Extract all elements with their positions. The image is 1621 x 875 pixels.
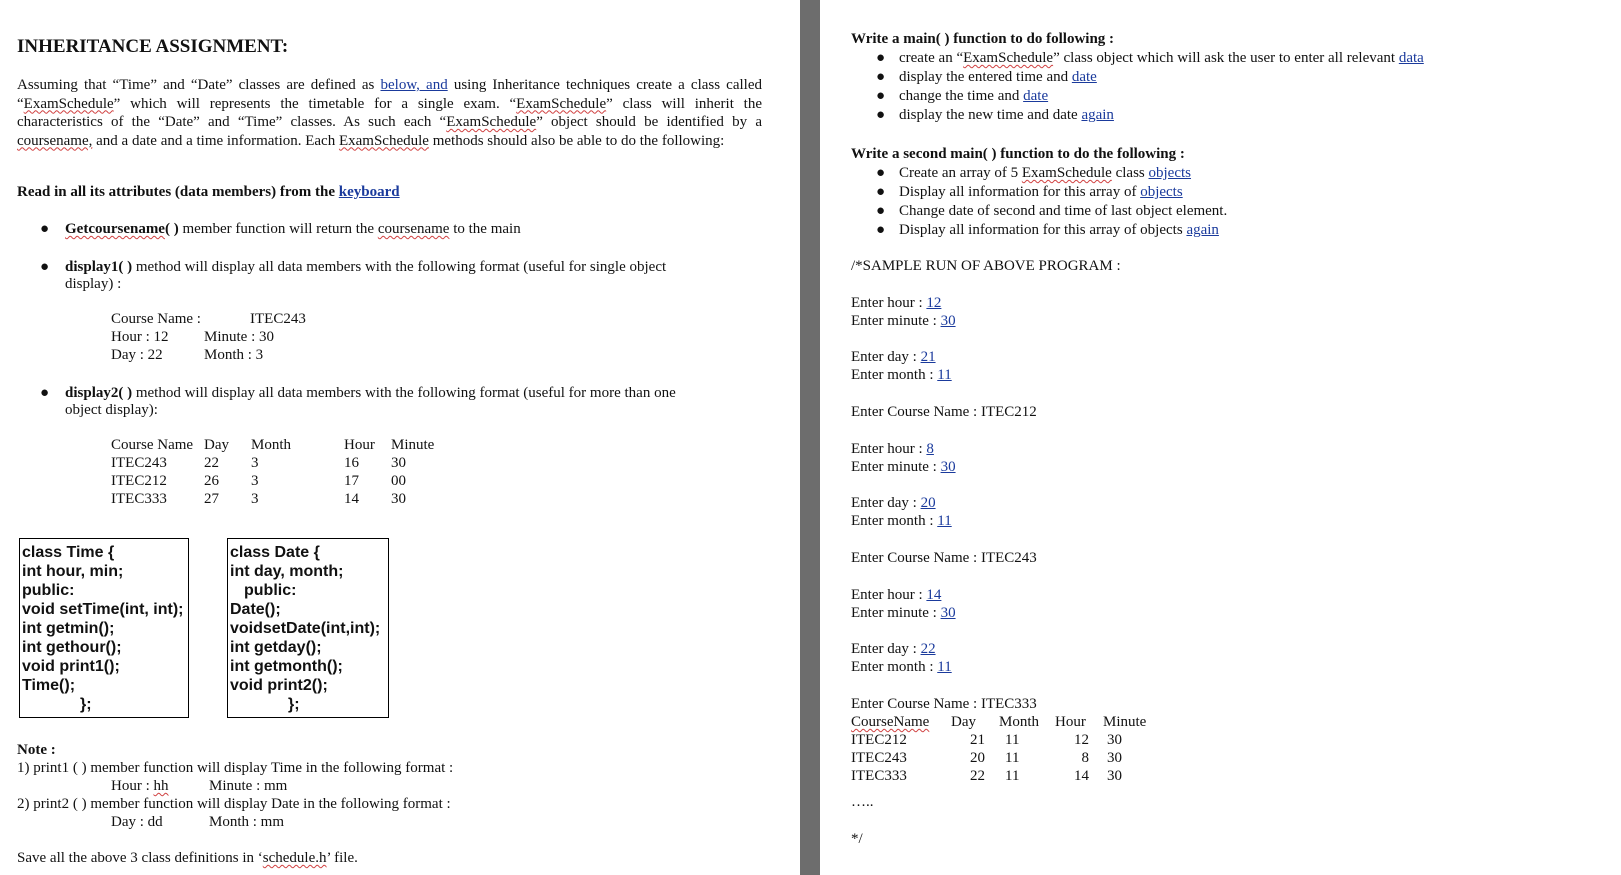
table-cell: 30 <box>1107 768 1122 784</box>
sample-run-heading: /*SAMPLE RUN OF ABOVE PROGRAM : <box>851 258 1121 274</box>
note-minute-format: Minute : mm <box>209 778 288 794</box>
table-header: Minute <box>1103 714 1147 730</box>
time-class-box <box>19 538 189 718</box>
bullet-display2: display2( ) method will display all data members with the following format (useful for more than one <box>65 385 676 401</box>
table-cell: ITEC243 <box>851 750 907 766</box>
table-cell: 30 <box>1107 732 1122 748</box>
bullet-icon: ● <box>40 385 50 401</box>
table-cell: 3 <box>251 491 259 507</box>
note-day-format: Day : dd <box>111 814 163 830</box>
main2-item: Create an array of 5 ExamSchedule class objects <box>899 165 1192 181</box>
code-line: int getday(); <box>230 639 322 656</box>
table-cell: 8 <box>1081 750 1089 766</box>
table-cell: 14 <box>344 491 359 507</box>
bullet-icon: ● <box>876 203 886 219</box>
run-course: Enter Course Name : ITEC243 <box>851 550 1037 566</box>
bullet-display1: display1( ) method will display all data members with the following format (useful for single object <box>65 259 667 275</box>
table-cell: 30 <box>391 455 406 471</box>
run-hour: Enter hour : 14 <box>851 587 942 603</box>
d1-course-value: ITEC243 <box>250 311 306 327</box>
run-hour: Enter hour : 12 <box>851 295 942 311</box>
main2-heading: Write a second main( ) function to do the following : <box>851 146 1185 162</box>
run-month: Enter month : 11 <box>851 367 952 383</box>
d1-course-label: Course Name : <box>111 311 201 327</box>
bullet-display1-line2: display) : <box>65 276 122 292</box>
d1-day: Day : 22 <box>111 347 163 363</box>
bullet-icon: ● <box>876 107 886 123</box>
table-cell: ITEC212 <box>111 473 167 489</box>
bullet-icon: ● <box>876 184 886 200</box>
table-header-row <box>111 436 434 454</box>
table-header: Course Name <box>111 437 194 453</box>
table-cell: 16 <box>344 455 359 471</box>
note-month-format: Month : mm <box>209 814 285 830</box>
table-cell: 21 <box>970 732 985 748</box>
table-header: Minute <box>391 437 435 453</box>
run-month: Enter month : 11 <box>851 513 952 529</box>
table-cell: ITEC212 <box>851 732 907 748</box>
run-minute: Enter minute : 30 <box>851 459 956 475</box>
table-row <box>111 454 434 472</box>
note-label: Note : <box>17 742 56 758</box>
table-cell: 3 <box>251 455 259 471</box>
code-line: int day, month; <box>230 563 344 580</box>
code-line: void setTime(int, int); <box>22 601 184 618</box>
run-minute: Enter minute : 30 <box>851 313 956 329</box>
note-line1: 1) print1 ( ) member function will display Time in the following format : <box>17 760 454 776</box>
bullet-icon: ● <box>40 221 50 237</box>
main2-item: Display all information for this array of objects <box>899 184 1183 200</box>
bullet-icon: ● <box>876 69 886 85</box>
bullet-icon: ● <box>876 50 886 66</box>
table-row <box>111 490 434 508</box>
table-cell: 20 <box>970 750 985 766</box>
table-cell: 26 <box>204 473 219 489</box>
table-cell: 30 <box>1107 750 1122 766</box>
bullet-display2-line2: object display): <box>65 402 158 418</box>
assignment-title: INHERITANCE ASSIGNMENT: <box>17 36 289 57</box>
save-instruction: Save all the above 3 class definitions in ‘schedule.h’ file. <box>17 850 358 866</box>
table-row <box>851 749 1146 767</box>
table-header: Month <box>251 437 292 453</box>
bullet-icon: ● <box>876 165 886 181</box>
table-row <box>111 472 434 490</box>
read-attributes-heading: Read in all its attributes (data members) from the keyboard <box>17 184 400 200</box>
main2-item: Display all information for this array of objects again <box>899 222 1219 238</box>
table-cell: ITEC243 <box>111 455 167 471</box>
code-line: public: <box>244 582 297 599</box>
output-table <box>851 713 1146 785</box>
table-header: CourseName <box>851 714 930 730</box>
table-header: Hour <box>344 437 375 453</box>
table-cell: 17 <box>344 473 359 489</box>
code-line: }; <box>80 696 92 713</box>
d1-month: Month : 3 <box>204 347 264 363</box>
bullet-icon: ● <box>876 88 886 104</box>
main1-item: display the new time and date again <box>899 107 1114 123</box>
d1-minute: Minute : 30 <box>204 329 274 345</box>
run-course: Enter Course Name : ITEC333 <box>851 696 1037 712</box>
table-cell: 11 <box>1005 732 1020 748</box>
table-row <box>851 731 1146 749</box>
code-line: int gethour(); <box>22 639 122 656</box>
table-header: Hour <box>1055 714 1086 730</box>
table-cell: 3 <box>251 473 259 489</box>
bullet-icon: ● <box>40 259 50 275</box>
table-cell: 12 <box>1074 732 1089 748</box>
code-line: }; <box>288 696 300 713</box>
code-line: public: <box>22 582 75 599</box>
date-class-box <box>227 538 389 718</box>
end-comment: */ <box>851 831 863 847</box>
table-cell: 11 <box>1005 750 1020 766</box>
run-minute: Enter minute : 30 <box>851 605 956 621</box>
table-cell: 11 <box>1005 768 1020 784</box>
bullet-icon: ● <box>876 222 886 238</box>
run-day: Enter day : 22 <box>851 641 936 657</box>
table-cell: ITEC333 <box>111 491 167 507</box>
table-cell: 14 <box>1074 768 1089 784</box>
right-page <box>820 0 1621 875</box>
code-line: void print2(); <box>230 677 328 694</box>
main2-item: Change date of second and time of last object element. <box>899 203 1228 219</box>
code-line: int getmin(); <box>22 620 115 637</box>
code-line: void print1(); <box>22 658 120 675</box>
run-day: Enter day : 20 <box>851 495 936 511</box>
table-row <box>851 767 1146 785</box>
note-hour-format: Hour : hh <box>111 778 169 794</box>
code-line: int hour, min; <box>22 563 124 580</box>
main1-item: change the time and date <box>899 88 1049 104</box>
main1-heading: Write a main( ) function to do following : <box>851 31 1115 47</box>
run-month: Enter month : 11 <box>851 659 952 675</box>
code-line: class Date { <box>230 544 320 561</box>
table-cell: 22 <box>204 455 219 471</box>
table-header: Day <box>204 437 229 453</box>
display2-table <box>111 436 434 508</box>
table-header: Month <box>999 714 1040 730</box>
left-page <box>0 0 800 875</box>
code-line: voidsetDate(int,int); <box>230 620 381 637</box>
bullet-getcoursename: Getcoursename( ) member function will return the coursename to the main <box>65 221 521 237</box>
table-cell: 22 <box>970 768 985 784</box>
main1-item: display the entered time and date <box>899 69 1097 85</box>
table-header: Day <box>951 714 976 730</box>
run-hour: Enter hour : 8 <box>851 441 934 457</box>
main1-item: create an “ExamSchedule” class object which will ask the user to enter all relevant data <box>899 50 1424 66</box>
code-line: class Time { <box>22 544 115 561</box>
table-cell: ITEC333 <box>851 768 907 784</box>
table-cell: 30 <box>391 491 406 507</box>
run-course: Enter Course Name : ITEC212 <box>851 404 1037 420</box>
run-day: Enter day : 21 <box>851 349 936 365</box>
output-ellipsis: ….. <box>851 794 874 810</box>
intro-paragraph: Assuming that “Time” and “Date” classes are defined as below, and using Inheritance techniques create a class called “ExamSchedule” which will represents the timetable for a single exam. “ExamSchedule” class will inherit the characteristics of the “Date” and “Time” classes. As such each “ExamSchedule” object should be identified by a coursename, and a date and a time information. Each ExamSchedule methods should also be able to do the following: <box>17 77 762 149</box>
table-cell: 27 <box>204 491 219 507</box>
table-header-row <box>851 713 1146 731</box>
note-line2: 2) print2 ( ) member function will display Date in the following format : <box>17 796 451 812</box>
code-line: Time(); <box>22 677 76 694</box>
table-cell: 00 <box>391 473 406 489</box>
code-line: int getmonth(); <box>230 658 343 675</box>
d1-hour: Hour : 12 <box>111 329 169 345</box>
code-line: Date(); <box>230 601 281 618</box>
